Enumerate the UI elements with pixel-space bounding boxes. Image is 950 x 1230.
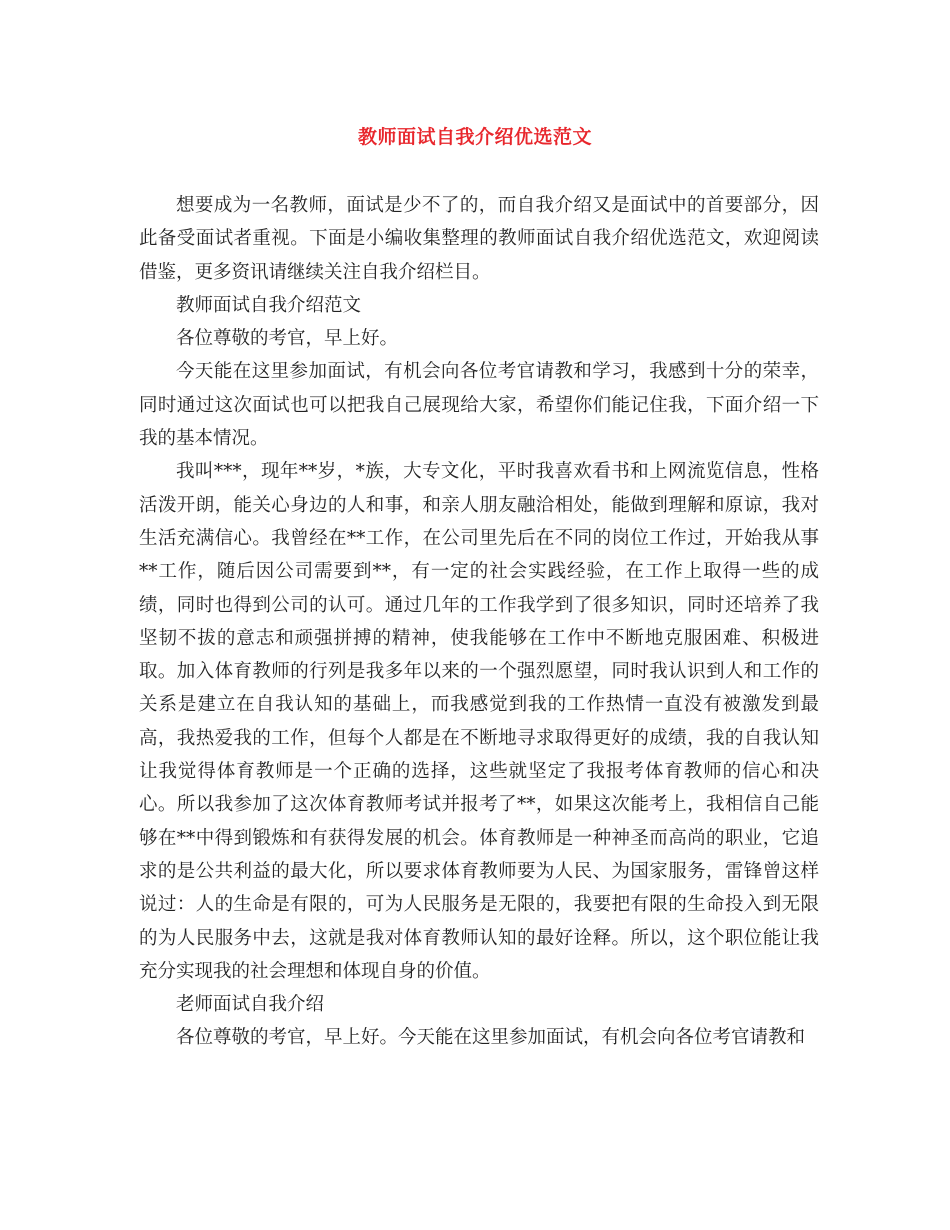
paragraph-greeting-2: 各位尊敬的考官，早上好。今天能在这里参加面试，有机会向各位考官请教和 <box>176 1027 806 1049</box>
paragraph-main: 我叫***，现年**岁，*族，大专文化，平时我喜欢看书和上网流览信息，性格活泼开朗，能关心身边的人和事，和亲人朋友融洽相处，能做到理解和原谅，我对生活充满信心。我曾经在**工作，在公司里先后在不同的岗位工作过，开始我从事**工作，随后因公司需要到**，有一定的社会实践经验，在工作上取得一些的成绩，同时也得到公司的认可。通过几年的工作我学到了很多知识，同时还培养了我坚韧不拔的意志和顽强拼搏的精神，使我能够在工作中不断地克服困难、积极进取。加入体育教师的行列是我多年以来的一个强烈愿望，同时我认识到人和工作的关系是建立在自我认知的基础上，而我感觉到我的工作热情一直没有被激发到最高，我热爱我的工作，但每个人都是在不断地寻求取得更好的成绩，我的自我认知让我觉得体育教师是一个正确的选择，这些就坚定了我报考体育教师的信心和决心。所以我参加了这次体育教师考试并报考了**，如果这次能考上，我相信自己能够在**中得到锻炼和有获得发展的机会。体育教师是一种神圣而高尚的职业，它追求的是公共利益的最大化，所以要求体育教师要为人民、为国家服务，雷锋曾这样说过：人的生命是有限的，可为人民服务是无限的，我要把有限的生命投入到无限的为人民服务中去，这就是我对体育教师认知的最好诠释。所以，这个职位能让我充分实现我的社会理想和体现自身的价值。 <box>139 461 819 982</box>
document-title: 教师面试自我介绍优选范文 <box>357 126 592 148</box>
section-heading-2: 老师面试自我介绍 <box>176 994 325 1016</box>
paragraph-intro: 想要成为一名教师，面试是少不了的，而自我介绍又是面试中的首要部分，因此备受面试者重视。下面是小编收集整理的教师面试自我介绍优选范文，欢迎阅读借鉴，更多资讯请继续关注自我介绍栏目。 <box>139 195 819 283</box>
paragraph-opening: 今天能在这里参加面试，有机会向各位考官请教和学习，我感到十分的荣幸，同时通过这次面试也可以把我自己展现给大家，希望你们能记住我，下面介绍一下我的基本情况。 <box>139 361 819 450</box>
document-body <box>139 189 819 1055</box>
section-heading-1: 教师面试自我介绍范文 <box>176 294 362 316</box>
paragraph-greeting-1: 各位尊敬的考官，早上好。 <box>176 328 399 350</box>
